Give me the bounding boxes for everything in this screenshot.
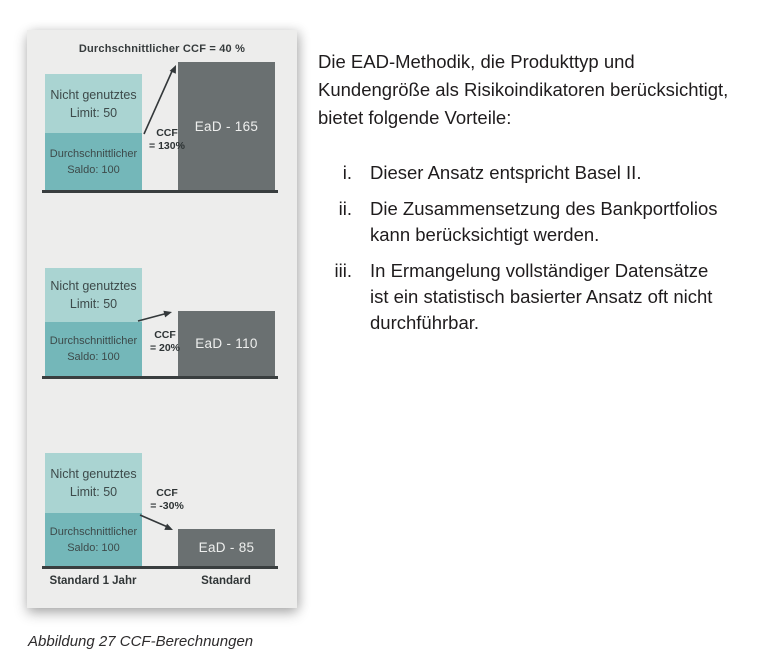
average-balance-label: Durchschnittlicher <box>49 335 138 347</box>
axis-label-standard-1-jahr: Standard 1 Jahr <box>49 575 137 587</box>
unused-limit-label: Nicht genutztes <box>50 467 137 481</box>
intro-line: Kundengröße als Risikoindikatoren berücksichtigt, <box>318 79 729 100</box>
ccf-arrow-3-icon <box>137 511 179 537</box>
ead-bar-1-label: EaD - 165 <box>194 118 259 134</box>
ead-bar-1 <box>178 62 275 190</box>
ead-bar-2-label: EaD - 110 <box>195 336 258 351</box>
ccf-value: = -30% <box>150 500 184 512</box>
intro-paragraph <box>318 48 758 132</box>
item-line: kann berücksichtigt werden. <box>370 224 600 245</box>
intro-line: Die EAD-Methodik, die Produkttyp und <box>318 51 635 72</box>
chart-panel <box>27 30 297 608</box>
average-balance-bar-2 <box>45 322 142 376</box>
list-item <box>318 196 758 248</box>
list-item <box>318 160 758 186</box>
ccf-title: CCF <box>156 487 178 499</box>
item-line: In Ermangelung vollständiger Datensätze <box>370 260 709 281</box>
ccf-value: = 20% <box>149 342 181 354</box>
average-balance-value: Saldo: 100 <box>67 541 120 554</box>
ccf-label-1 <box>143 127 191 153</box>
unused-limit-bar-1 <box>45 74 142 133</box>
ead-bar-3-label: EaD - 85 <box>198 540 255 555</box>
unused-limit-bar-2 <box>45 268 142 322</box>
average-balance-value: Saldo: 100 <box>67 351 120 363</box>
average-balance-bar-1 <box>45 133 142 190</box>
item-text <box>370 258 712 336</box>
unused-limit-value: Limit: 50 <box>69 485 118 499</box>
ead-bar-2 <box>178 311 275 376</box>
unused-limit-label: Nicht genutztes <box>50 87 137 102</box>
axis-baseline-1 <box>42 190 278 193</box>
ccf-arrow-2-icon <box>133 304 179 326</box>
average-balance-value: Saldo: 100 <box>67 163 120 176</box>
unused-limit-value: Limit: 50 <box>69 297 118 311</box>
intro-line: bietet folgende Vorteile: <box>318 107 512 128</box>
item-number: iii. <box>334 260 352 281</box>
item-line: durchführbar. <box>370 312 480 333</box>
item-text <box>370 160 641 186</box>
axis-label-standard: Standard <box>201 575 251 587</box>
axis-baseline-3 <box>42 566 278 569</box>
unused-limit-value: Limit: 50 <box>69 105 118 120</box>
chart-title: Durchschnittlicher CCF = 40 % <box>78 43 246 55</box>
average-balance-label: Durchschnittlicher <box>49 525 138 538</box>
item-line: Die Zusammensetzung des Bankportfolios <box>370 198 718 219</box>
list-item <box>318 258 758 336</box>
item-text <box>370 196 718 248</box>
ead-bar-3 <box>178 529 275 566</box>
ccf-label-3 <box>143 487 191 513</box>
ccf-title: CCF <box>156 127 178 139</box>
item-number: i. <box>342 162 352 183</box>
advantage-list <box>318 160 758 336</box>
item-number: ii. <box>338 198 352 219</box>
axis-baseline-2 <box>42 376 278 379</box>
figure-caption: Abbildung 27 CCF-Berechnungen <box>28 633 254 650</box>
average-balance-label: Durchschnittlicher <box>49 147 138 160</box>
ccf-label-2 <box>141 329 189 355</box>
average-balance-bar-3 <box>45 513 142 566</box>
ccf-title: CCF <box>154 329 176 341</box>
unused-limit-label: Nicht genutztes <box>50 279 137 293</box>
ccf-value: = 130% <box>149 140 185 152</box>
item-line: Dieser Ansatz entspricht Basel II. <box>370 162 642 183</box>
item-line: ist ein statistisch basierter Ansatz oft nicht <box>370 286 713 307</box>
body-text <box>318 48 758 346</box>
unused-limit-bar-3 <box>45 453 142 513</box>
